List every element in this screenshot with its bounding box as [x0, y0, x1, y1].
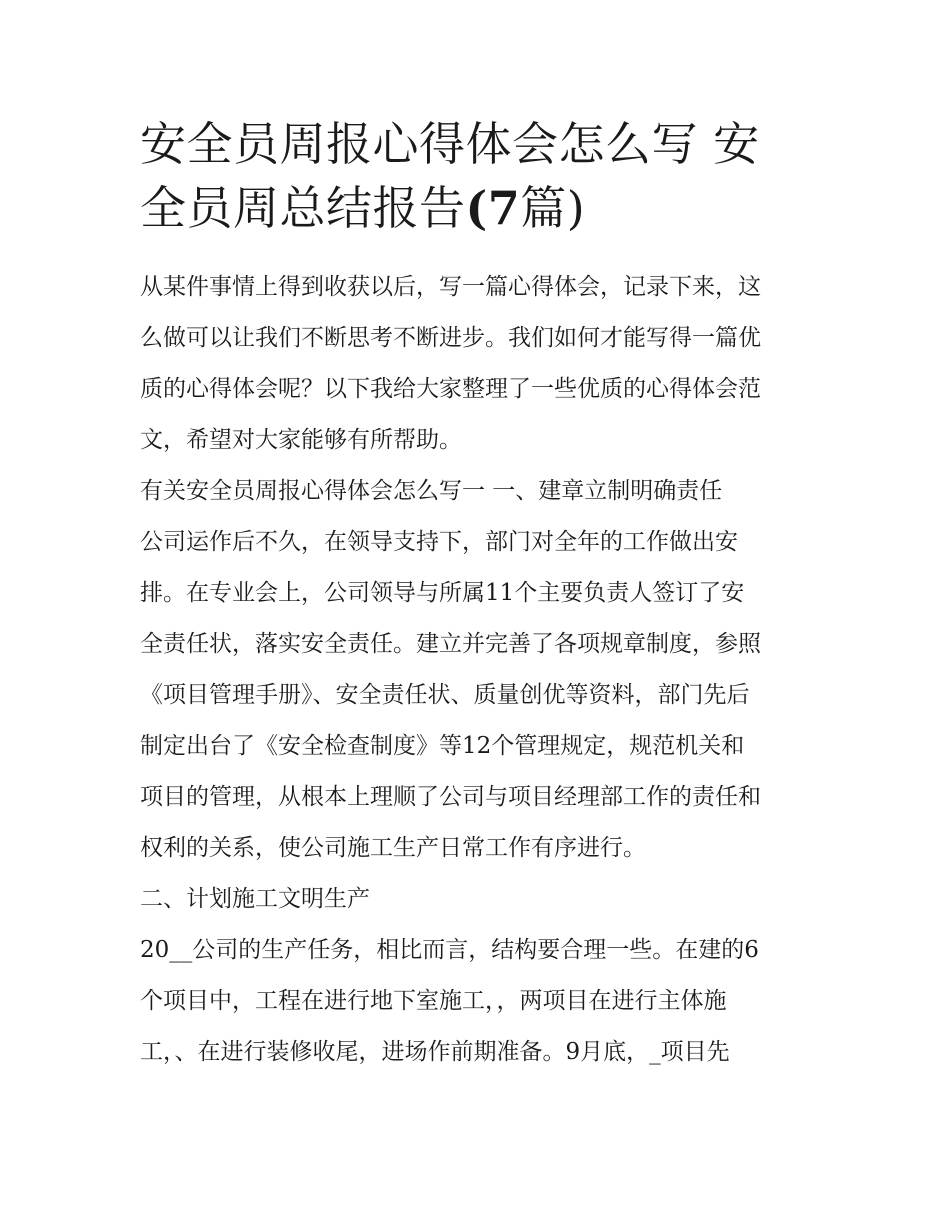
section-1-line: 制定出台了《安全检查制度》等12个管理规定，规范机关和 — [140, 733, 745, 759]
intro-line: 质的心得体会呢？以下我给大家整理了一些优质的心得体会范 — [140, 376, 761, 402]
title-line-1: 安全员周报心得体会怎么写 安 — [140, 117, 760, 171]
section-2-line: 20__公司的生产任务，相比而言，结构要合理一些。在建的6 — [140, 937, 759, 963]
section-1-paragraph — [140, 517, 812, 874]
title-count-unit: 篇) — [520, 181, 586, 235]
section-2-heading-text: 二、计划施工文明生产 — [140, 886, 370, 912]
section-1-heading — [140, 466, 812, 517]
intro-line: 么做可以让我们不断思考不断进步。我们如何才能写得一篇优 — [140, 325, 761, 351]
section-1-line: 项目的管理，从根本上理顺了公司与项目经理部工作的责任和 — [140, 784, 761, 810]
intro-line: 从某件事情上得到收获以后，写一篇心得体会，记录下来，这 — [140, 274, 761, 300]
document-title — [140, 112, 812, 240]
section-1-line: 全责任状，落实安全责任。建立并完善了各项规章制度，参照 — [140, 631, 761, 657]
section-1-line: 公司运作后不久，在领导支持下，部门对全年的工作做出安 — [140, 529, 738, 555]
section-1-line: 排。在专业会上，公司领导与所属11个主要负责人签订了安 — [140, 580, 745, 606]
section-2-heading — [140, 874, 812, 925]
section-1-heading-text: 有关安全员周报心得体会怎么写一 一、建章立制明确责任 — [140, 478, 723, 504]
document-body — [140, 112, 812, 1078]
title-line-2-text: 全员周总结报告 — [140, 181, 466, 235]
section-2-line: 个项目中，工程在进行地下室施工，，两项目在进行主体施 — [140, 988, 727, 1014]
section-2-line: 工，、在进行装修收尾，进场作前期准备。9月底，_项目先 — [140, 1039, 730, 1065]
title-count: (7 — [465, 181, 521, 235]
section-2-paragraph — [140, 925, 812, 1078]
intro-line: 文，希望对大家能够有所帮助。 — [140, 427, 462, 453]
section-1-line: 权利的关系，使公司施工生产日常工作有序进行。 — [140, 835, 646, 861]
section-1-line: 《项目管理手册》、安全责任状、质量创优等资料，部门先后 — [140, 682, 750, 708]
title-line-2 — [140, 176, 812, 240]
intro-paragraph — [140, 262, 812, 466]
